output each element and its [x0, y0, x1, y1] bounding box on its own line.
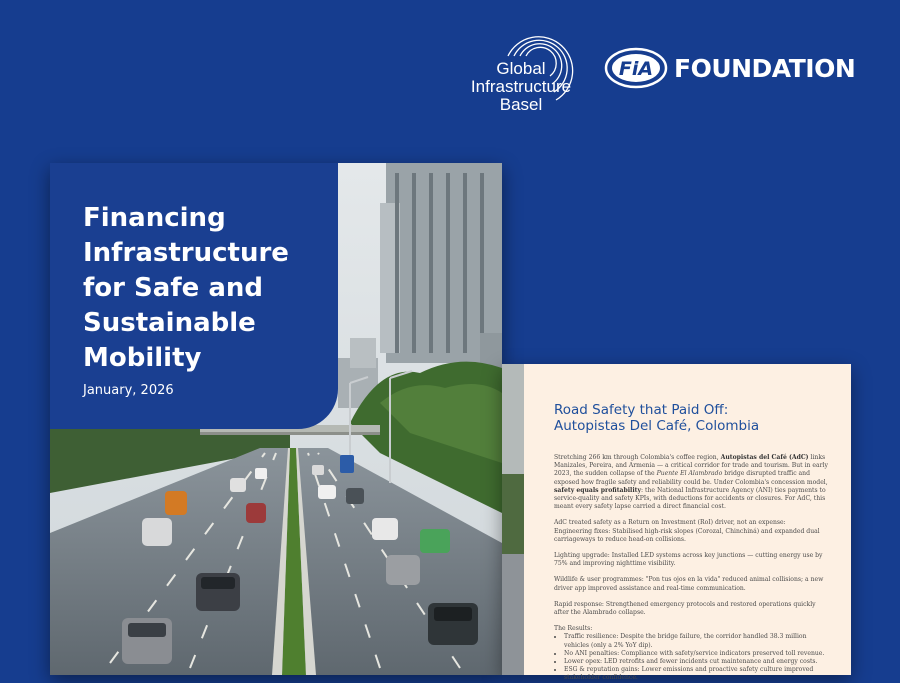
report-title: Financing Infrastructure for Safe and Sustainable Mobility [83, 203, 289, 373]
fia-badge-text: FiA [618, 58, 654, 80]
fia-wordmark: FOUNDATION [674, 53, 856, 83]
fia-foundation-logo [604, 44, 855, 92]
list-item: • Lower opex: LED retrofits and fewer incidents cut maintenance and energy costs. [564, 658, 829, 666]
case-study-body [554, 402, 829, 683]
gib-line-3: Basel [499, 95, 543, 114]
results-list [554, 633, 829, 682]
case-study-page [502, 364, 851, 682]
report-date: January, 2026 [83, 383, 174, 398]
engineering-line: Engineering fixes: Stabilised high-risk slopes (Corozal, Chinchiná) and expanded dual carriageways to reduce head-on collisions. [554, 527, 820, 543]
case-photo-strip [502, 364, 524, 675]
report-cover [50, 163, 502, 675]
list-item: • Traffic resilience: Despite the bridge failure, the corridor handled 38.3 million vehicles (only a 2% YoY dip). [564, 633, 829, 649]
gib-line-2: Infrastructure [470, 77, 572, 96]
roi-line: AdC treated safety as a Return on Investment (RoI) driver, not an expense: [554, 519, 786, 527]
gib-wordmark [456, 60, 586, 114]
title-panel [50, 163, 338, 429]
gib-logo [456, 22, 586, 118]
fia-badge-icon [604, 47, 668, 89]
rapid-response-paragraph: Rapid response: Strengthened emergency protocols and restored operations quickly after the Alambrado collapse. [554, 600, 816, 617]
list-item: • No ANI penalties: Compliance with safety/service indicators preserved toll revenue. [564, 650, 829, 658]
case-study-title: Road Safety that Paid Off: Autopistas Del Café, Colombia [554, 402, 760, 434]
gib-line-1: Global [496, 59, 546, 78]
list-item: • ESG & reputation gains: Lower emissions and proactive safety culture improved stakeholder confidence. [564, 666, 829, 682]
results-heading: The Results: [554, 625, 593, 633]
wildlife-paragraph: Wildlife & user programmes: "Pon tus ojos en la vida" reduced animal collisions; a new driver app improved assistance and real-time communication. [554, 576, 824, 592]
intro-paragraph: Stretching 266 km through Colombia's coffee region, Autopistas del Café (AdC) links Manizales, Pereira, and Armenia — a critical corridor for trade and tourism. But in early 2023, the sudden collapse of the Puente El Alambrado bridge disrupted traffic and exposed how fragile safety and reliability could be. Under Colombia's concession model, safety equals profitability: the National Infrastructure Agency (ANI) ties payments to service-quality and safety KPIs, with deductions for accidents or closures. For AdC, this meant every safety lapse carried a direct financial cost. [554, 454, 828, 511]
lighting-paragraph: Lighting upgrade: Installed LED systems across key junctions — cutting energy use by 75% and improving nighttime visibility. [554, 552, 823, 568]
